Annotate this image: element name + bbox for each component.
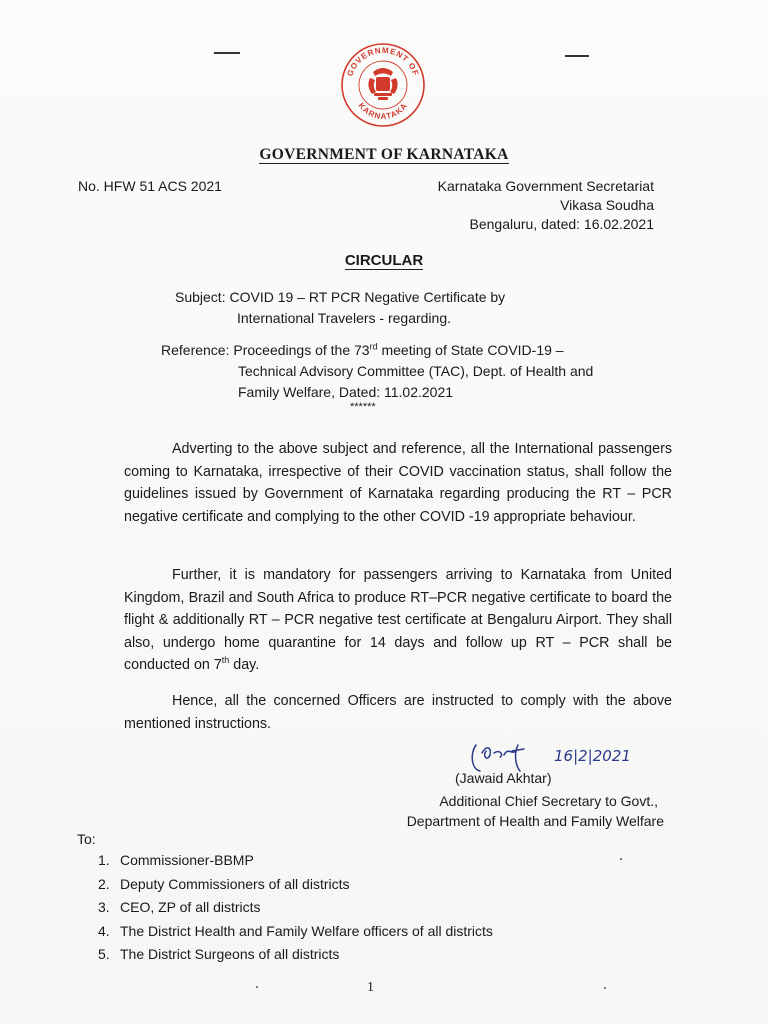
scan-mark xyxy=(565,55,589,57)
svg-text:KARNATAKA xyxy=(357,101,410,121)
scan-speck xyxy=(620,858,622,860)
signatory-name: (Jawaid Akhtar) xyxy=(455,770,552,786)
address-date: Bengaluru, dated: 16.02.2021 xyxy=(469,216,654,232)
karnataka-government-seal-icon xyxy=(340,42,426,128)
scan-speck xyxy=(256,986,258,988)
separator: ****** xyxy=(350,401,376,413)
page-number: 1 xyxy=(367,980,374,995)
subject-line-2: International Travelers - regarding. xyxy=(237,310,451,326)
signatory-designation-2: Department of Health and Family Welfare xyxy=(406,813,664,829)
government-title: GOVERNMENT OF KARNATAKA xyxy=(259,146,509,163)
file-number: No. HFW 51 ACS 2021 xyxy=(78,178,222,194)
list-item: 1. Commissioner-BBMP xyxy=(98,852,254,868)
reference-line-3: Family Welfare, Dated: 11.02.2021 xyxy=(238,384,454,400)
recipient-list xyxy=(98,849,493,967)
recipients-label: To: xyxy=(77,831,96,847)
reference-line-1: Reference: Proceedings of the 73rd meeting of State COVID-19 – xyxy=(161,341,564,358)
handwritten-date: 16|2|2021 xyxy=(554,747,631,765)
address-line-1: Karnataka Government Secretariat xyxy=(437,178,654,194)
list-item: 5. The District Surgeons of all districts xyxy=(98,946,340,962)
paragraph-2: Further, it is mandatory for passengers arriving to Karnataka from United Kingdom, Brazil and South Africa to produce RT–PCR negative certificate to board the flight & additionally RT – PCR negative test certificate at Bengaluru Airport. They shall also, undergo home quarantine for 14 days and follow up RT – PCR shall be conducted on 7th day. xyxy=(124,567,672,674)
paragraph-1: Adverting to the above subject and reference, all the International passengers coming to Karnataka, irrespective of their COVID vaccination status, shall follow the guidelines issued by Government of Karnataka regarding producing the RT – PCR negative certificate and complying to the other COVID -19 appropriate behaviour. xyxy=(124,441,672,525)
scan-mark xyxy=(214,52,240,54)
list-item: 4. The District Health and Family Welfare officers of all districts xyxy=(98,922,493,939)
subject-line-1: Subject: COVID 19 – RT PCR Negative Certificate by xyxy=(175,289,506,305)
list-item: 2. Deputy Commissioners of all districts xyxy=(98,875,350,892)
paragraph-3: Hence, all the concerned Officers are instructed to comply with the above mentioned instructions. xyxy=(124,693,672,732)
circular-heading: CIRCULAR xyxy=(344,252,424,269)
seal-text-top: GOVERNMENT OF xyxy=(345,45,421,78)
signatory-designation-1: Additional Chief Secretary to Govt., xyxy=(439,793,658,809)
scan-speck xyxy=(604,987,606,989)
seal-text-bottom: KARNATAKA xyxy=(356,100,410,122)
reference-line-2: Technical Advisory Committee (TAC), Dept. of Health and xyxy=(238,363,594,379)
list-item: 3. CEO, ZP of all districts xyxy=(98,899,261,915)
address-line-2: Vikasa Soudha xyxy=(560,197,654,213)
